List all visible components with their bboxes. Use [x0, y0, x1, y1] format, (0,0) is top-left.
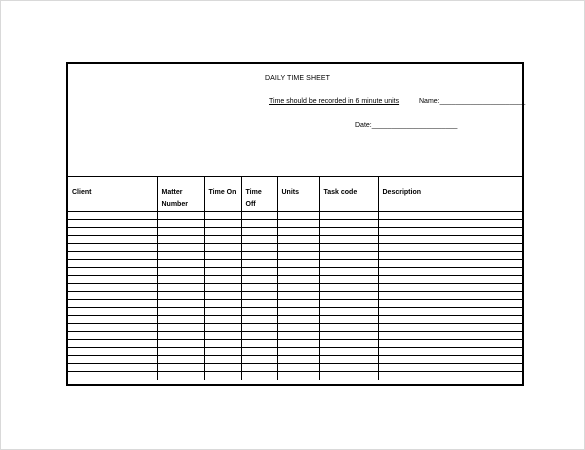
table-cell[interactable]	[319, 332, 378, 340]
table-cell[interactable]	[157, 292, 204, 300]
table-row	[68, 284, 522, 292]
table-cell[interactable]	[68, 364, 157, 372]
table-row	[68, 332, 522, 340]
table-cell[interactable]	[319, 252, 378, 260]
table-cell[interactable]	[277, 284, 319, 292]
table-cell[interactable]	[68, 236, 157, 244]
table-cell[interactable]	[157, 340, 204, 348]
table-row	[68, 372, 522, 380]
table-row	[68, 276, 522, 284]
table-cell[interactable]	[68, 228, 157, 236]
table-cell[interactable]	[157, 372, 204, 380]
table-cell[interactable]	[204, 292, 241, 300]
table-cell[interactable]	[319, 364, 378, 372]
column-header-task-code: Task code	[319, 177, 378, 212]
table-cell[interactable]	[277, 212, 319, 220]
table-row	[68, 308, 522, 316]
table-cell[interactable]	[319, 244, 378, 252]
table-cell[interactable]	[277, 340, 319, 348]
table-cell[interactable]	[68, 292, 157, 300]
table-cell[interactable]	[204, 268, 241, 276]
table-cell[interactable]	[204, 372, 241, 380]
sheet-title: DAILY TIME SHEET	[265, 75, 331, 82]
table-cell[interactable]	[157, 228, 204, 236]
table-cell[interactable]	[378, 316, 522, 324]
table-row	[68, 356, 522, 364]
table-cell[interactable]	[277, 260, 319, 268]
table-cell[interactable]	[378, 292, 522, 300]
table-cell[interactable]	[241, 300, 277, 308]
table-cell[interactable]	[241, 292, 277, 300]
table-body	[68, 212, 522, 380]
table-cell[interactable]	[68, 252, 157, 260]
table-cell[interactable]	[277, 300, 319, 308]
table-cell[interactable]	[378, 244, 522, 252]
table-cell[interactable]	[241, 332, 277, 340]
table-cell[interactable]	[378, 356, 522, 364]
name-field[interactable]: Name:______________________	[419, 98, 526, 105]
table-cell[interactable]	[204, 348, 241, 356]
table-cell[interactable]	[378, 268, 522, 276]
column-header-time-off: Time Off	[241, 177, 277, 212]
table-cell[interactable]	[378, 220, 522, 228]
table-cell[interactable]	[319, 220, 378, 228]
table-cell[interactable]	[378, 228, 522, 236]
table-cell[interactable]	[319, 236, 378, 244]
table-cell[interactable]	[241, 348, 277, 356]
table-cell[interactable]	[277, 220, 319, 228]
table-cell[interactable]	[204, 332, 241, 340]
table-row	[68, 340, 522, 348]
table-cell[interactable]	[157, 348, 204, 356]
table-cell[interactable]	[68, 316, 157, 324]
table-cell[interactable]	[277, 356, 319, 364]
table-cell[interactable]	[319, 324, 378, 332]
table-cell[interactable]	[241, 252, 277, 260]
table-row	[68, 300, 522, 308]
table-row	[68, 212, 522, 220]
date-field[interactable]: Date:______________________	[355, 122, 458, 129]
table-cell[interactable]	[68, 212, 157, 220]
table-cell[interactable]	[157, 220, 204, 228]
table-cell[interactable]	[378, 332, 522, 340]
table-cell[interactable]	[204, 276, 241, 284]
table-cell[interactable]	[68, 372, 157, 380]
table-cell[interactable]	[277, 244, 319, 252]
table-cell[interactable]	[277, 252, 319, 260]
sheet-header	[68, 64, 526, 177]
table-cell[interactable]	[204, 260, 241, 268]
table-cell[interactable]	[204, 236, 241, 244]
table-cell[interactable]	[319, 268, 378, 276]
table-cell[interactable]	[378, 260, 522, 268]
table-cell[interactable]	[157, 252, 204, 260]
table-cell[interactable]	[319, 212, 378, 220]
table-cell[interactable]	[277, 268, 319, 276]
table-cell[interactable]	[241, 220, 277, 228]
table-cell[interactable]	[157, 308, 204, 316]
table-cell[interactable]	[157, 244, 204, 252]
table-cell[interactable]	[157, 260, 204, 268]
table-row	[68, 324, 522, 332]
table-cell[interactable]	[319, 260, 378, 268]
table-cell[interactable]	[241, 340, 277, 348]
table-row	[68, 220, 522, 228]
table-cell[interactable]	[241, 268, 277, 276]
table-cell[interactable]	[68, 276, 157, 284]
table-cell[interactable]	[204, 244, 241, 252]
table-cell[interactable]	[204, 252, 241, 260]
column-header-matter-number: Matter Number	[157, 177, 204, 212]
table-row	[68, 236, 522, 244]
table-cell[interactable]	[241, 212, 277, 220]
time-sheet-form	[66, 62, 524, 386]
table-cell[interactable]	[157, 324, 204, 332]
table-cell[interactable]	[319, 292, 378, 300]
table-cell[interactable]	[319, 308, 378, 316]
table-header-row	[68, 177, 522, 212]
table-cell[interactable]	[68, 340, 157, 348]
table-cell[interactable]	[378, 324, 522, 332]
table-cell[interactable]	[68, 332, 157, 340]
table-cell[interactable]	[204, 212, 241, 220]
table-cell[interactable]	[319, 276, 378, 284]
table-row	[68, 260, 522, 268]
table-row	[68, 268, 522, 276]
table-cell[interactable]	[277, 364, 319, 372]
table-cell[interactable]	[241, 372, 277, 380]
table-cell[interactable]	[277, 332, 319, 340]
table-cell[interactable]	[157, 332, 204, 340]
table-row	[68, 316, 522, 324]
table-cell[interactable]	[277, 236, 319, 244]
table-cell[interactable]	[319, 340, 378, 348]
table-cell[interactable]	[204, 308, 241, 316]
table-cell[interactable]	[204, 220, 241, 228]
column-header-units: Units	[277, 177, 319, 212]
table-cell[interactable]	[68, 324, 157, 332]
column-header-client: Client	[68, 177, 157, 212]
table-cell[interactable]	[68, 244, 157, 252]
table-cell[interactable]	[277, 316, 319, 324]
table-row	[68, 348, 522, 356]
table-cell[interactable]	[68, 220, 157, 228]
table-cell[interactable]	[277, 372, 319, 380]
recording-note: Time should be recorded in 6 minute units	[269, 98, 400, 105]
table-cell[interactable]	[68, 300, 157, 308]
table-cell[interactable]	[157, 316, 204, 324]
table-cell[interactable]	[157, 276, 204, 284]
table-cell[interactable]	[241, 324, 277, 332]
table-cell[interactable]	[378, 340, 522, 348]
column-header-time-on: Time On	[204, 177, 241, 212]
table-cell[interactable]	[378, 348, 522, 356]
table-cell[interactable]	[241, 236, 277, 244]
table-cell[interactable]	[241, 356, 277, 364]
table-cell[interactable]	[378, 372, 522, 380]
table-cell[interactable]	[277, 324, 319, 332]
table-cell[interactable]	[241, 260, 277, 268]
table-cell[interactable]	[204, 300, 241, 308]
table-cell[interactable]	[204, 324, 241, 332]
table-cell[interactable]	[204, 228, 241, 236]
table-cell[interactable]	[241, 228, 277, 236]
table-row	[68, 244, 522, 252]
table-cell[interactable]	[241, 244, 277, 252]
table-cell[interactable]	[68, 356, 157, 364]
table-cell[interactable]	[157, 364, 204, 372]
table-cell[interactable]	[378, 236, 522, 244]
table-cell[interactable]	[277, 276, 319, 284]
column-header-description: Description	[378, 177, 522, 212]
table-cell[interactable]	[157, 300, 204, 308]
table-cell[interactable]	[378, 252, 522, 260]
table-cell[interactable]	[319, 284, 378, 292]
table-cell[interactable]	[68, 348, 157, 356]
table-cell[interactable]	[319, 228, 378, 236]
table-cell[interactable]	[319, 372, 378, 380]
table-cell[interactable]	[378, 276, 522, 284]
table-cell[interactable]	[157, 268, 204, 276]
table-cell[interactable]	[157, 356, 204, 364]
table-cell[interactable]	[378, 212, 522, 220]
table-cell[interactable]	[378, 308, 522, 316]
table-cell[interactable]	[277, 308, 319, 316]
table-cell[interactable]	[157, 212, 204, 220]
table-cell[interactable]	[319, 316, 378, 324]
table-cell[interactable]	[277, 228, 319, 236]
time-entry-table	[68, 177, 522, 380]
table-row	[68, 228, 522, 236]
table-cell[interactable]	[241, 276, 277, 284]
table-cell[interactable]	[241, 284, 277, 292]
table-cell[interactable]	[319, 300, 378, 308]
table-cell[interactable]	[378, 364, 522, 372]
table-cell[interactable]	[277, 348, 319, 356]
table-cell[interactable]	[68, 260, 157, 268]
table-cell[interactable]	[319, 348, 378, 356]
table-cell[interactable]	[68, 268, 157, 276]
table-row	[68, 252, 522, 260]
table-cell[interactable]	[277, 292, 319, 300]
table-cell[interactable]	[68, 284, 157, 292]
table-cell[interactable]	[241, 316, 277, 324]
table-cell[interactable]	[204, 364, 241, 372]
table-cell[interactable]	[241, 308, 277, 316]
table-cell[interactable]	[319, 356, 378, 364]
table-row	[68, 364, 522, 372]
table-cell[interactable]	[204, 356, 241, 364]
table-cell[interactable]	[241, 364, 277, 372]
table-cell[interactable]	[378, 300, 522, 308]
table-cell[interactable]	[204, 316, 241, 324]
table-cell[interactable]	[204, 284, 241, 292]
table-cell[interactable]	[157, 236, 204, 244]
table-cell[interactable]	[157, 284, 204, 292]
table-cell[interactable]	[204, 340, 241, 348]
table-cell[interactable]	[68, 308, 157, 316]
table-cell[interactable]	[378, 284, 522, 292]
table-row	[68, 292, 522, 300]
